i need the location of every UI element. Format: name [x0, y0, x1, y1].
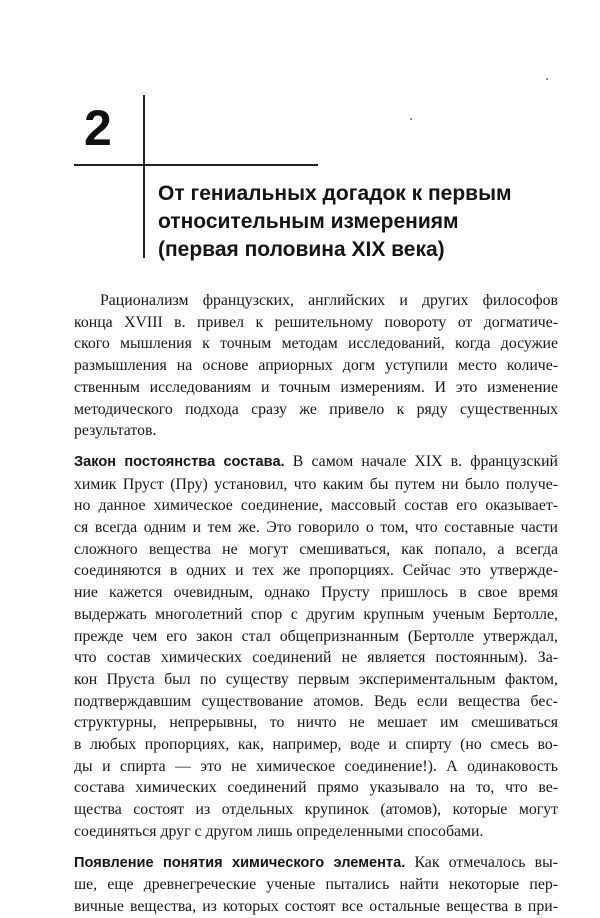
text-line: кон Пруста был по существу первым экспериментальным фактом, [74, 670, 558, 688]
text-line [74, 451, 558, 474]
body-text [74, 290, 558, 918]
text-line: ды и спирта — это не химическое соединение!). А одинаковость [74, 757, 558, 775]
text-line: соединяются в одних и тех же пропорциях. Сейчас это утвержде- [74, 562, 558, 580]
chapter-title-line: (первая половина XIX века) [158, 238, 445, 261]
text-line: состава химических соединений прямо указывало на то, что ве- [74, 779, 558, 797]
text-line: размышления на основе априорных догм уступили место количе- [74, 357, 558, 375]
chapter-number: 2 [84, 100, 112, 156]
text-line: ше, еще древнегреческие ученые пытались найти некоторые пер- [74, 876, 558, 894]
print-speck [410, 118, 412, 120]
text-line: химик Пруст (Пру) установил, что каким бы путем ни было получе- [74, 475, 558, 493]
chapter-title [158, 180, 558, 264]
section-heading: Появление понятия химического элемента. [74, 854, 406, 871]
horizontal-divider [74, 164, 318, 166]
text-line: в любых пропорциях, как, например, воде и спирту (но смесь во- [74, 736, 558, 754]
paragraph-intro [74, 290, 558, 442]
text-line: ся всегда одним и тем же. Это говорило о том, что составные части [74, 519, 558, 537]
text-line [74, 852, 558, 875]
paragraph-proust-law [74, 451, 558, 843]
text-fragment: Как отмечалось вы- [405, 853, 558, 871]
chapter-title-line: относительным измерениям [158, 210, 459, 233]
text-line: прежде чем его закон стал общепризнанным (Бертолле утверждал, [74, 627, 558, 645]
vertical-divider [143, 95, 145, 258]
text-line: соединяться друг с другом лишь определенными способами. [74, 822, 484, 840]
text-line: ственным исследованиям и точным измерениям. И это изменение [74, 378, 558, 396]
text-line: что состав химических соединений не является постоянным). За- [74, 649, 558, 667]
text-line: методического подхода сразу же привело к ряду существенных [74, 400, 558, 418]
text-line: конца XVIII в. привел к решительному повороту от догматиче- [74, 313, 558, 331]
text-line: но данное химическое соединение, массовый состав его оказывает- [74, 497, 558, 515]
text-fragment: В самом начале XIX в. французский [284, 452, 558, 470]
text-line: результатов. [74, 422, 157, 440]
text-line: щества состоят из отдельных крупинок (атомов), которые могут [74, 801, 558, 819]
text-line: Рационализм французских, английских и других философов [100, 292, 558, 309]
chapter-title-line: От гениальных догадок к первым [158, 182, 512, 205]
text-line: вичные вещества, из которых состоят все остальные вещества в при- [74, 897, 558, 915]
section-heading: Закон постоянства состава. [74, 453, 285, 470]
text-line: выдержать многолетний спор с другим крупным ученым Бертолле, [74, 605, 558, 623]
text-line: структурны, непрерывны, то ничто не мешает им смешиваться [74, 714, 558, 732]
text-line: ние кажется очевидным, однако Прусту пришлось в свое время [74, 584, 558, 602]
print-speck [546, 78, 548, 80]
paragraph-chemical-element [74, 852, 558, 918]
text-line: ского мышления к точным методам исследований, когда досужие [74, 335, 558, 353]
text-line: сложного вещества не могут смешиваться, как попало, а всегда [74, 540, 558, 558]
text-line: подтверждавшим существование атомов. Ведь если вещества бес- [74, 692, 558, 710]
